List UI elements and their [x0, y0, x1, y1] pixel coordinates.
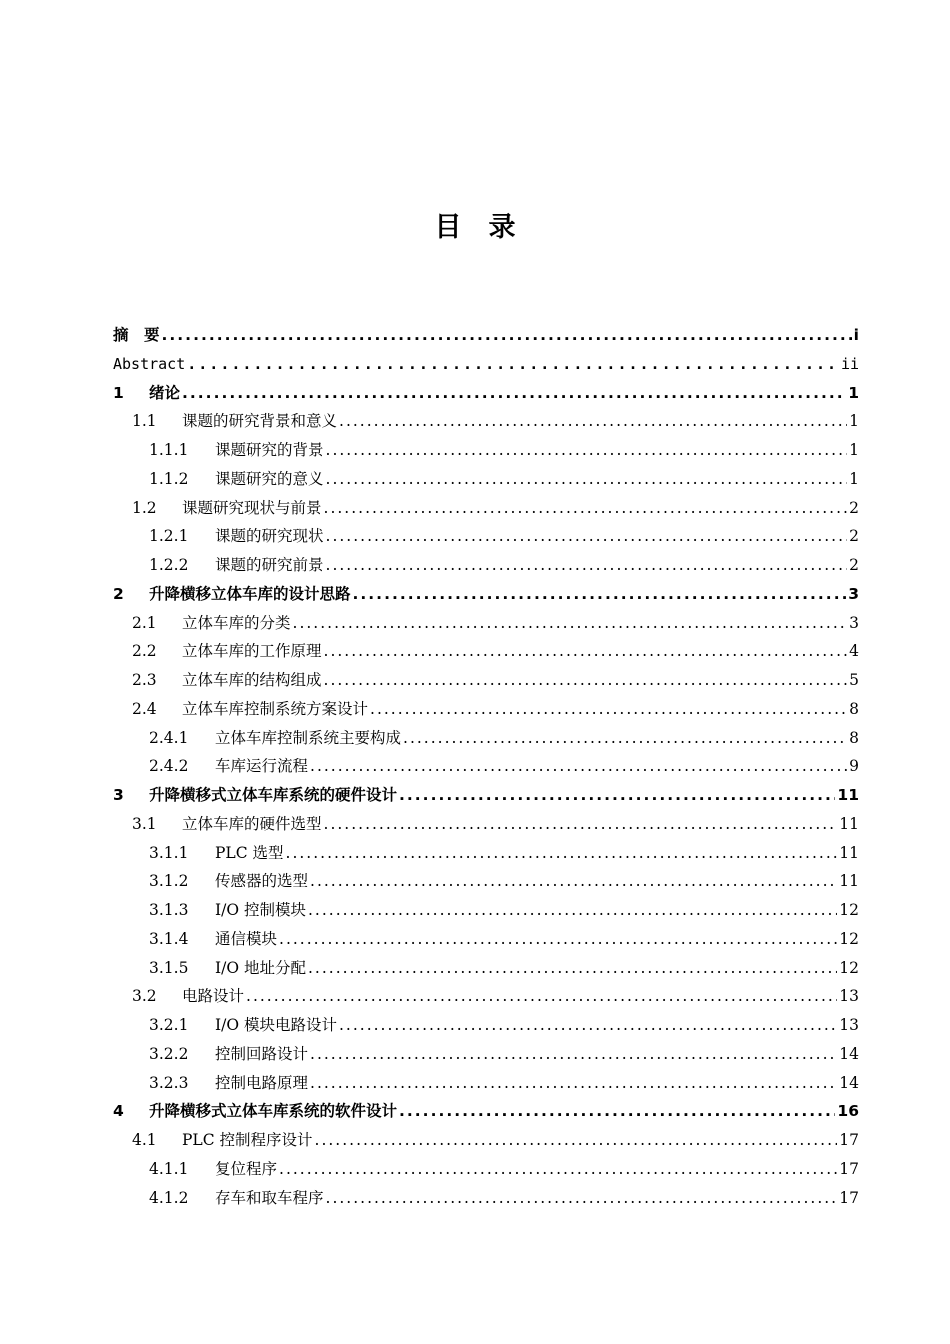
table-of-contents: [113, 321, 859, 1212]
toc-entry[interactable]: [113, 1097, 859, 1126]
toc-entry-number: 3.1.3: [149, 901, 189, 919]
dot-leader: [370, 695, 847, 724]
dot-leader: [324, 637, 848, 666]
toc-entry-number: 3.2.2: [149, 1044, 189, 1063]
toc-entry[interactable]: [113, 724, 859, 753]
toc-entry[interactable]: [113, 695, 859, 724]
dot-leader: [246, 982, 837, 1011]
toc-entry-page-number: 12: [839, 958, 859, 977]
toc-entry-label: 控制回路设计: [215, 1044, 309, 1063]
toc-entry-number: 3.2.1: [149, 1016, 189, 1034]
toc-entry-label: 通信模块: [215, 929, 278, 948]
toc-entry-number: 3.1.5: [149, 958, 189, 977]
toc-entry-page-number: i: [853, 326, 859, 344]
dot-leader: [324, 810, 838, 839]
toc-entry-number: 3: [113, 786, 124, 804]
toc-entry-page-number: 5: [849, 671, 859, 689]
toc-entry-page-number: 8: [849, 699, 859, 718]
toc-entry-page-number: 2: [849, 556, 859, 574]
toc-entry-label: I/O 地址分配: [215, 958, 306, 977]
toc-entry-label: 立体车库的分类: [182, 613, 291, 632]
dot-leader: [339, 407, 847, 436]
toc-entry-label: 立体车库的硬件选型: [182, 814, 322, 833]
toc-entry-page-number: 1: [848, 383, 859, 402]
toc-entry[interactable]: [113, 839, 859, 868]
toc-entry-number: 1.2.1: [149, 527, 189, 546]
toc-entry-number: 2.1: [132, 613, 157, 632]
toc-entry[interactable]: [113, 436, 859, 465]
toc-entry-number: 1: [113, 383, 124, 402]
toc-entry-page-number: 11: [839, 872, 859, 891]
toc-entry-label: 车库运行流程: [215, 757, 309, 776]
dot-leader: [326, 465, 848, 494]
toc-entry-page-number: 9: [849, 757, 859, 776]
dot-leader: [279, 925, 837, 954]
toc-entry-number: 1.1: [132, 412, 157, 431]
toc-entry[interactable]: [113, 925, 859, 954]
toc-entry-page-number: 16: [837, 1102, 859, 1121]
toc-entry-label: Abstract: [113, 354, 186, 373]
toc-entry-number: 1.1.2: [149, 469, 189, 488]
toc-entry-number: 1.2.2: [149, 556, 189, 574]
dot-leader: [403, 724, 847, 753]
toc-entry[interactable]: [113, 637, 859, 666]
dot-leader: [326, 522, 848, 551]
toc-entry[interactable]: [113, 321, 859, 350]
toc-entry-label: 课题的研究现状: [215, 527, 324, 546]
toc-entry[interactable]: [113, 896, 859, 925]
dot-leader: [286, 839, 838, 868]
toc-entry-number: 4.1.2: [149, 1188, 189, 1207]
toc-entry-label: 升降横移式立体车库系统的软件设计: [149, 1102, 398, 1121]
toc-entry[interactable]: [113, 666, 859, 695]
toc-entry[interactable]: [113, 867, 859, 896]
toc-entry[interactable]: [113, 551, 859, 580]
toc-entry[interactable]: [113, 781, 859, 810]
toc-entry[interactable]: [113, 465, 859, 494]
toc-entry-page-number: 17: [839, 1131, 859, 1149]
toc-entry-page-number: 12: [839, 929, 859, 948]
dot-leader: [187, 350, 839, 379]
dot-leader: [310, 1069, 837, 1098]
dot-leader: [353, 580, 847, 609]
toc-entry-number: 3.2.3: [149, 1073, 189, 1092]
toc-entry-label: PLC 控制程序设计: [182, 1131, 313, 1149]
toc-entry[interactable]: [113, 752, 859, 781]
toc-entry-number: 3.1.2: [149, 872, 189, 891]
toc-entry[interactable]: [113, 1126, 859, 1155]
toc-entry-number: 2.3: [132, 671, 157, 689]
toc-entry[interactable]: [113, 982, 859, 1011]
dot-leader: [308, 954, 837, 983]
toc-entry-label: 课题的研究前景: [215, 556, 324, 574]
page-title: 目 录: [434, 212, 516, 243]
toc-entry-label: 传感器的选型: [215, 872, 309, 891]
toc-entry-label: 存车和取车程序: [215, 1188, 324, 1207]
toc-entry-label: 课题研究的意义: [215, 469, 324, 488]
toc-entry-page-number: 14: [839, 1073, 859, 1092]
toc-entry[interactable]: [113, 379, 859, 408]
toc-entry-label: 复位程序: [215, 1159, 278, 1178]
toc-entry-number: 3.1.1: [149, 843, 189, 862]
dot-leader: [399, 781, 835, 810]
toc-entry[interactable]: [113, 1011, 859, 1040]
toc-entry-number: 2.4.1: [149, 728, 189, 747]
toc-entry-page-number: 17: [839, 1188, 859, 1207]
toc-entry-label: 课题研究的背景: [215, 441, 324, 459]
toc-entry-page-number: 13: [839, 987, 859, 1006]
toc-entry-number: 4: [113, 1102, 124, 1121]
dot-leader: [315, 1126, 838, 1155]
dot-leader: [324, 666, 848, 695]
toc-entry-number: 2.4.2: [149, 757, 189, 776]
toc-entry-label: 立体车库的工作原理: [182, 642, 322, 661]
dot-leader: [339, 1011, 837, 1040]
toc-entry-label: 摘 要: [113, 326, 160, 344]
toc-entry-page-number: 11: [839, 843, 859, 862]
toc-entry-label: 立体车库控制系统主要构成: [215, 728, 402, 747]
toc-entry-label: PLC 选型: [215, 843, 284, 862]
toc-entry-page-number: ii: [840, 354, 859, 373]
toc-entry-page-number: 1: [849, 469, 859, 488]
toc-entry-label: 升降横移式立体车库系统的硬件设计: [149, 786, 398, 804]
toc-entry-label: 升降横移立体车库的设计思路: [149, 584, 351, 603]
toc-entry-page-number: 17: [839, 1159, 859, 1178]
dot-leader: [310, 867, 837, 896]
toc-entry[interactable]: [113, 1069, 859, 1098]
toc-entry-page-number: 2: [849, 527, 859, 546]
toc-entry-label: 立体车库的结构组成: [182, 671, 322, 689]
toc-entry[interactable]: [113, 1184, 859, 1213]
toc-entry-page-number: 1: [849, 441, 859, 459]
toc-entry-page-number: 1: [849, 412, 859, 431]
toc-entry-number: 3.1.4: [149, 929, 189, 948]
toc-entry-page-number: 4: [849, 642, 859, 661]
toc-entry[interactable]: [113, 609, 859, 638]
toc-entry-label: I/O 控制模块: [215, 901, 306, 919]
toc-entry-number: 1.2: [132, 498, 157, 517]
toc-entry-label: 课题研究现状与前景: [182, 498, 322, 517]
toc-entry[interactable]: [113, 580, 859, 609]
toc-entry-label: 课题的研究背景和意义: [182, 412, 338, 431]
toc-entry[interactable]: [113, 1040, 859, 1069]
toc-entry-number: 2.4: [132, 699, 157, 718]
toc-entry-page-number: 13: [839, 1016, 859, 1034]
toc-entry[interactable]: [113, 1155, 859, 1184]
toc-entry[interactable]: [113, 522, 859, 551]
toc-entry[interactable]: [113, 954, 859, 983]
toc-entry-page-number: 14: [839, 1044, 859, 1063]
dot-leader: [279, 1155, 837, 1184]
dot-leader: [162, 321, 852, 350]
toc-entry[interactable]: [113, 407, 859, 436]
toc-entry-number: 4.1.1: [149, 1159, 189, 1178]
toc-entry-label: I/O 模块电路设计: [215, 1016, 337, 1034]
dot-leader: [293, 609, 848, 638]
toc-entry-label: 电路设计: [182, 987, 245, 1006]
toc-entry-page-number: 3: [849, 613, 859, 632]
toc-entry-label: 绪论: [149, 383, 181, 402]
dot-leader: [308, 896, 837, 925]
dot-leader: [326, 436, 848, 465]
toc-entry-page-number: 8: [849, 728, 859, 747]
toc-entry-number: 3.2: [132, 987, 157, 1006]
dot-leader: [326, 1184, 838, 1213]
toc-entry-page-number: 3: [848, 584, 859, 603]
toc-entry-page-number: 12: [839, 901, 859, 919]
toc-entry-number: 2: [113, 584, 124, 603]
toc-entry-page-number: 11: [837, 786, 859, 804]
toc-entry-label: 控制电路原理: [215, 1073, 309, 1092]
dot-leader: [324, 494, 848, 523]
toc-entry[interactable]: [113, 350, 859, 379]
dot-leader: [399, 1097, 835, 1126]
toc-entry[interactable]: [113, 810, 859, 839]
toc-entry-number: 3.1: [132, 814, 157, 833]
toc-entry-number: 4.1: [132, 1131, 157, 1149]
dot-leader: [310, 752, 847, 781]
toc-entry-page-number: 2: [849, 498, 859, 517]
dot-leader: [182, 379, 846, 408]
toc-entry-number: 2.2: [132, 642, 157, 661]
dot-leader: [326, 551, 848, 580]
dot-leader: [310, 1040, 837, 1069]
toc-entry-label: 立体车库控制系统方案设计: [182, 699, 369, 718]
toc-entry[interactable]: [113, 494, 859, 523]
toc-entry-page-number: 11: [839, 814, 859, 833]
toc-entry-number: 1.1.1: [149, 441, 189, 459]
